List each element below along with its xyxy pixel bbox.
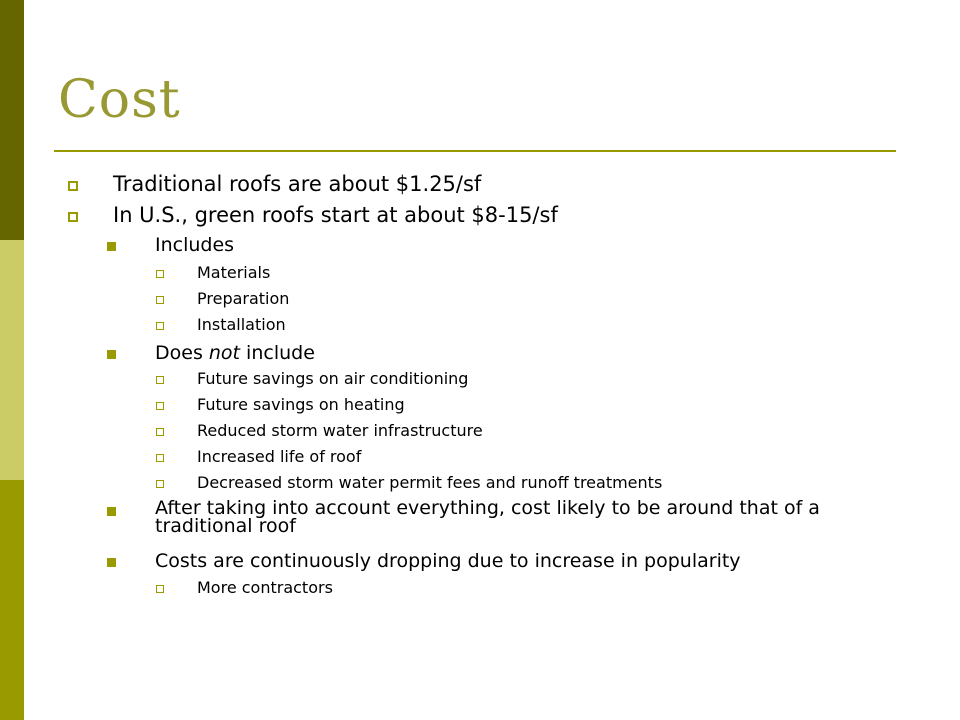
slide-title: Cost (58, 70, 181, 130)
hollow-square-bullet-icon (156, 296, 164, 304)
hollow-square-bullet-icon (156, 480, 164, 488)
hollow-square-bullet-icon (156, 376, 164, 384)
bullet-text: After taking into account everything, cost likely to be around that of a traditional roof (155, 497, 820, 537)
bullet-reduced-storm (156, 421, 483, 440)
bullet-includes (107, 234, 234, 256)
bullet-text: Reduced storm water infrastructure (197, 421, 483, 440)
bullet-green-roofs (68, 203, 558, 227)
hollow-square-bullet-icon (156, 428, 164, 436)
bullet-preparation (156, 289, 289, 308)
hollow-square-bullet-icon (68, 212, 78, 222)
solid-square-bullet-icon (107, 558, 116, 567)
bullet-future-heating (156, 395, 405, 414)
bullet-text: More contractors (197, 578, 333, 597)
bullet-text-emphasis: not (208, 342, 241, 364)
bullet-text: Increased life of roof (197, 447, 362, 466)
solid-square-bullet-icon (107, 242, 116, 251)
bullet-future-ac (156, 369, 468, 388)
solid-square-bullet-icon (107, 507, 116, 516)
bullet-after-taking (107, 499, 895, 535)
bullet-text: In U.S., green roofs start at about $8-15/sf (113, 203, 558, 227)
bullet-materials (156, 263, 270, 282)
hollow-square-bullet-icon (156, 454, 164, 462)
bullet-text: Preparation (197, 289, 290, 308)
bullet-text: Installation (197, 315, 286, 334)
bullet-text-prefix: Does (155, 342, 209, 364)
hollow-square-bullet-icon (156, 402, 164, 410)
bullet-does-not-include (107, 342, 315, 364)
hollow-square-bullet-icon (156, 322, 164, 330)
bullet-increased-life (156, 447, 361, 466)
bullet-costs-dropping (107, 550, 741, 572)
bullet-text: Future savings on heating (197, 395, 405, 414)
bullet-decreased-fees (156, 473, 662, 492)
hollow-square-bullet-icon (156, 270, 164, 278)
hollow-square-bullet-icon (156, 585, 164, 593)
bullet-text (155, 342, 315, 364)
bullet-installation (156, 315, 286, 334)
bullet-text-suffix: include (240, 342, 315, 364)
bullet-traditional-roofs (68, 172, 481, 196)
hollow-square-bullet-icon (68, 181, 78, 191)
bullet-text: Traditional roofs are about $1.25/sf (113, 172, 482, 196)
bullet-text: Includes (155, 234, 235, 256)
bullet-text: Costs are continuously dropping due to increase in popularity (155, 550, 741, 572)
bullet-more-contractors (156, 578, 333, 597)
bullet-text: Future savings on air conditioning (197, 369, 469, 388)
bullet-text: Decreased storm water permit fees and runoff treatments (197, 473, 663, 492)
solid-square-bullet-icon (107, 350, 116, 359)
bullet-text: Materials (197, 263, 271, 282)
